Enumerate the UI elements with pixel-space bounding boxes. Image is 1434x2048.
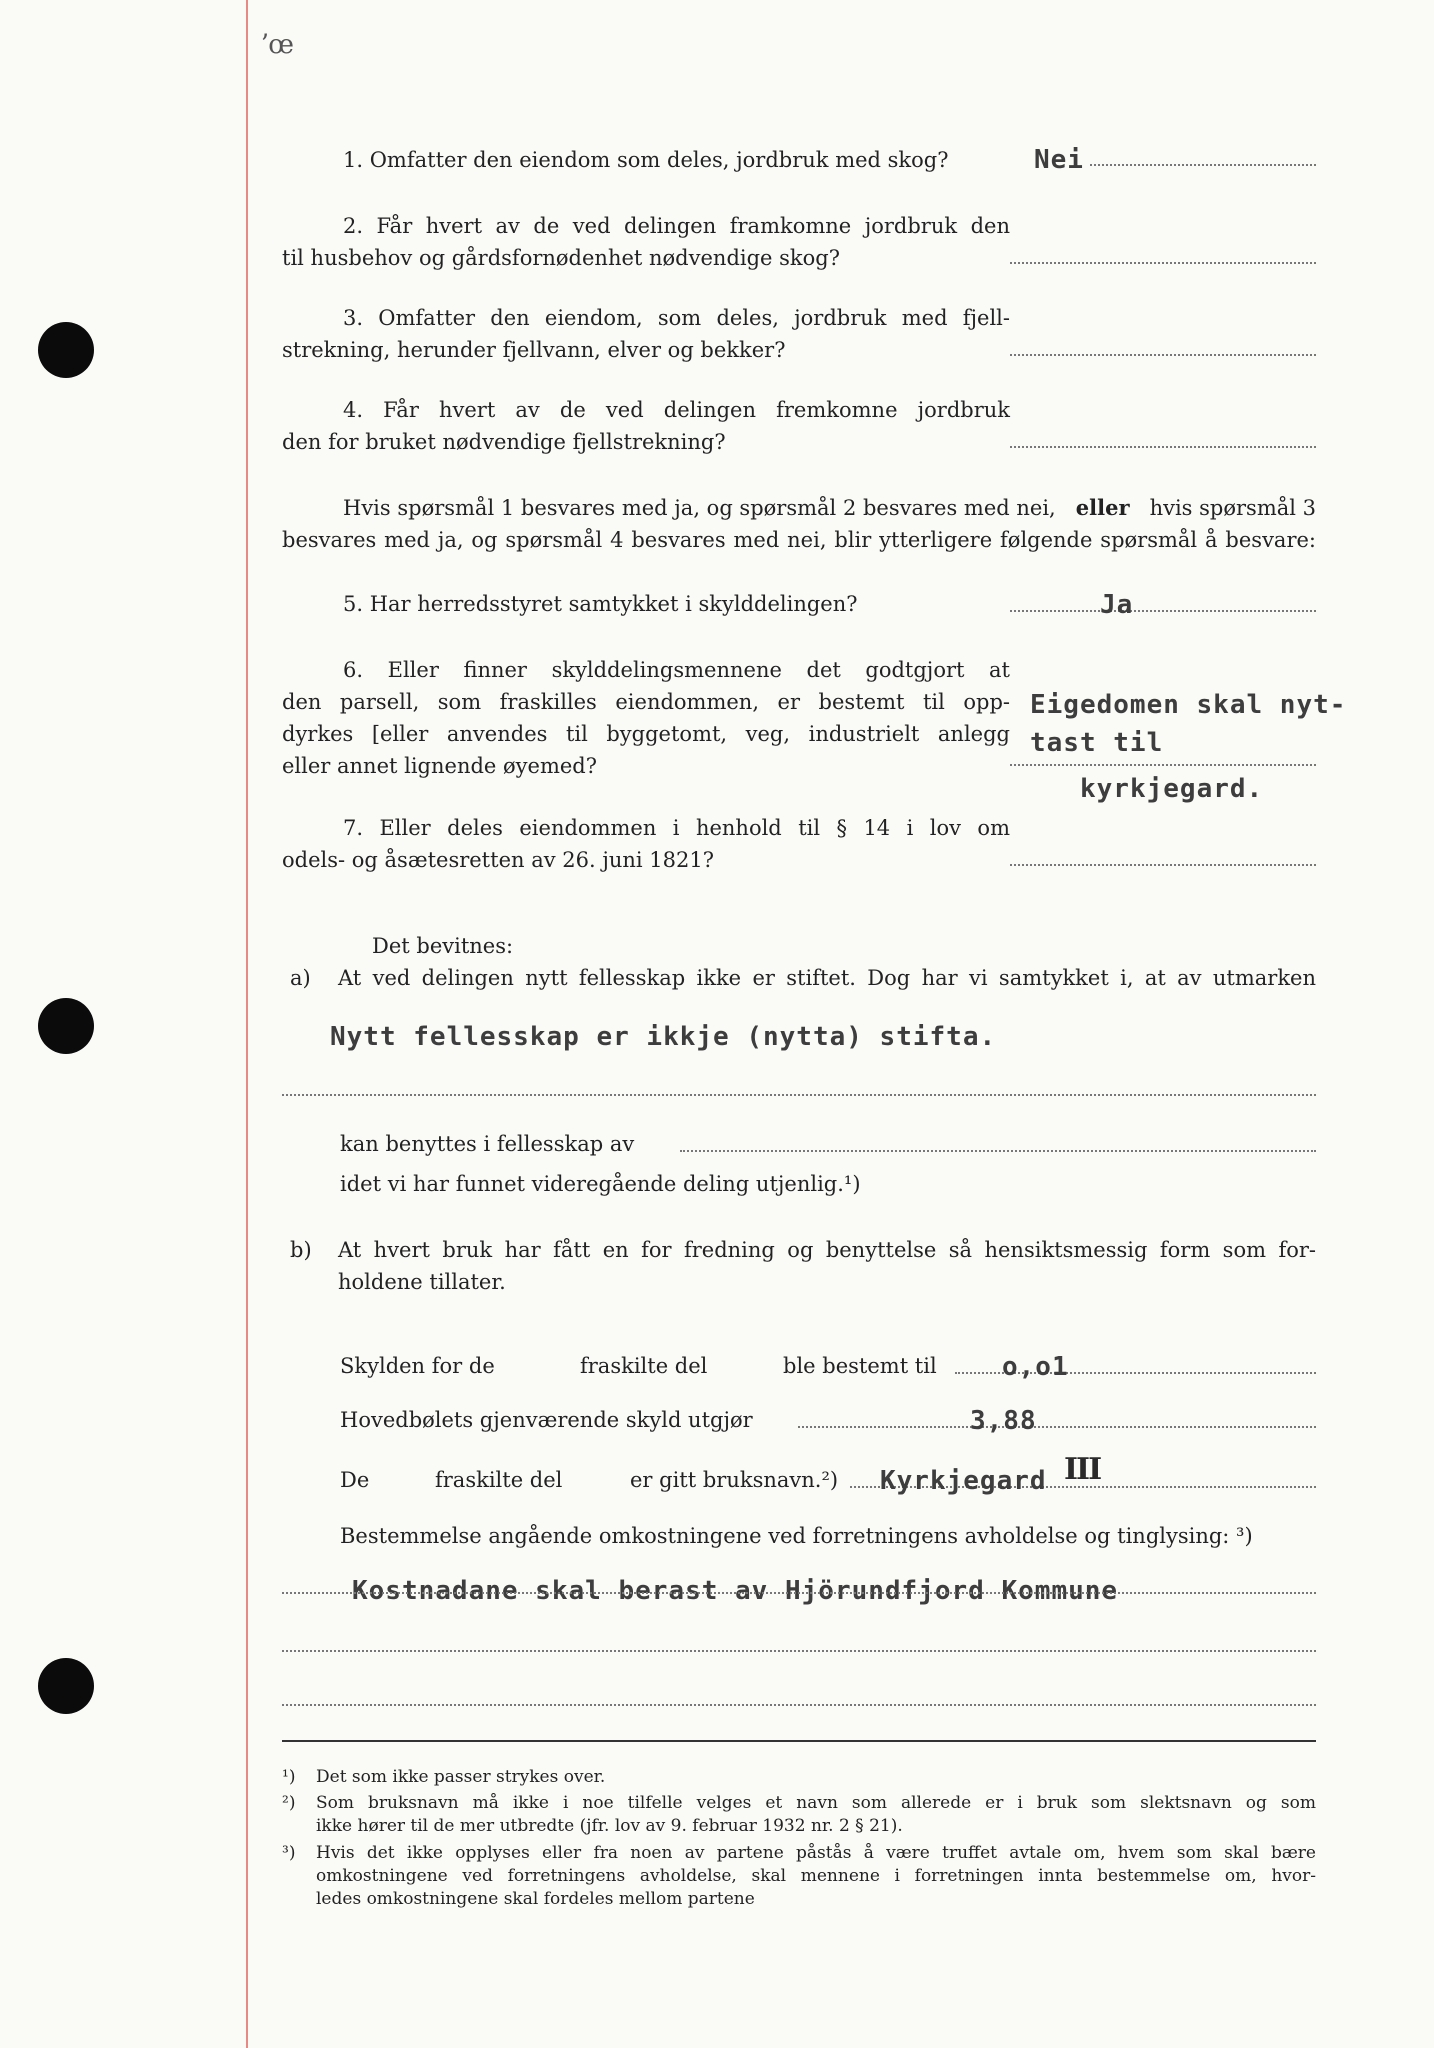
footnote-1 bbox=[282, 1766, 1316, 1790]
question-3-line2: strekning, herunder fjellvann, elver og bekker? bbox=[282, 338, 786, 362]
question-6-line3: dyrkes [eller anvendes til byggetomt, veg, industrielt anlegg bbox=[282, 722, 1010, 746]
answer-line bbox=[798, 1426, 1316, 1428]
skyld-row3-c: er gitt bruksnavn.²) bbox=[630, 1468, 839, 1492]
footnote-1-line1: Det som ikke passer strykes over. bbox=[316, 1767, 606, 1787]
answer-6-line1: Eigedomen skal nyt- bbox=[1030, 690, 1347, 720]
footnote-mark: ¹) bbox=[282, 1767, 296, 1787]
footnote-rule bbox=[282, 1740, 1316, 1742]
footnote-2 bbox=[282, 1792, 1316, 1840]
answer-6-line2: tast til bbox=[1030, 728, 1164, 758]
answer-line bbox=[1010, 446, 1316, 448]
question-6-line4: eller annet lignende øyemed? bbox=[282, 754, 597, 778]
question-5: 5. Har herredsstyret samtykket i skylddelingen? bbox=[343, 592, 858, 616]
question-4-line1: 4. Får hvert av de ved delingen fremkomne jordbruk bbox=[343, 398, 1010, 422]
answer-line bbox=[282, 1704, 1316, 1706]
punch-hole bbox=[38, 998, 94, 1054]
skyld-row3-handwriting: III bbox=[1064, 1452, 1101, 1487]
footnote-2-line1: Som bruksnavn må ikke i noe tilfelle velges et navn som allerede er i bruk som slektsnavn og som bbox=[316, 1793, 1316, 1813]
skyld-row2-label: Hovedbølets gjenværende skyld utgjør bbox=[340, 1408, 753, 1432]
footnote-3-line1: Hvis det ikke opplyses eller fra noen av partene påstås å være truffet avtale om, hvem som skal bære bbox=[316, 1843, 1316, 1863]
item-a-answer: Nytt fellesskap er ikkje (nytta) stifta. bbox=[330, 1022, 997, 1052]
footnote-mark: ³) bbox=[282, 1843, 296, 1863]
intro-line2: besvares med ja, og spørsmål 4 besvares med nei, blir ytterligere følgende spørsmål å besvare: bbox=[282, 528, 1316, 552]
question-3-line1: 3. Omfatter den eiendom, som deles, jordbruk med fjell- bbox=[343, 306, 1010, 330]
answer-line bbox=[282, 1094, 1316, 1096]
skyld-row3-b: fraskilte del bbox=[435, 1468, 563, 1492]
answer-line bbox=[282, 1650, 1316, 1652]
answer-1: Nei bbox=[1034, 145, 1084, 175]
item-b-line2: holdene tillater. bbox=[338, 1270, 506, 1294]
skyld-row1-a: Skylden for de bbox=[340, 1354, 495, 1378]
bevitnes-heading: Det bevitnes: bbox=[372, 934, 514, 958]
footnote-mark: ²) bbox=[282, 1793, 296, 1813]
answer-line bbox=[1090, 164, 1316, 166]
question-6-line2: den parsell, som fraskilles eiendommen, er bestemt til opp- bbox=[282, 690, 1010, 714]
answer-line bbox=[1010, 354, 1316, 356]
question-2-line2: til husbehov og gårdsfornødenhet nødvendige skog? bbox=[282, 246, 840, 270]
skyld-row4-label: Bestemmelse angående omkostningene ved forretningens avholdelse og tinglysing: ³) bbox=[340, 1524, 1253, 1548]
question-6-line1: 6. Eller finner skylddelingsmennene det godtgjort at bbox=[343, 658, 1010, 682]
page-mark: ʼœ bbox=[260, 30, 294, 60]
punch-hole bbox=[38, 1658, 94, 1714]
question-1: 1. Omfatter den eiendom som deles, jordbruk med skog? bbox=[343, 148, 949, 172]
item-b-label: b) bbox=[290, 1238, 312, 1262]
footnote-3-line2: omkostningene ved forretningens avholdelse, skal mennene i forretningen innta bestemmelse om, hvor- bbox=[316, 1866, 1316, 1886]
footnote-2-line2: ikke hører til de mer utbredte (jfr. lov av 9. februar 1932 nr. 2 § 21). bbox=[316, 1816, 903, 1836]
intro-text-a: Hvis spørsmål 1 besvares med ja, og spørsmål 2 besvares med nei, bbox=[343, 496, 1056, 520]
item-b-line1: At hvert bruk har fått en for fredning og benyttelse så hensiktsmessig form som for- bbox=[338, 1238, 1316, 1262]
punch-hole bbox=[38, 322, 94, 378]
answer-line bbox=[1010, 610, 1316, 612]
intro-text-bold: eller bbox=[1075, 495, 1130, 520]
skyld-row3-a: De bbox=[340, 1468, 370, 1492]
answer-6-line3: kyrkjegard. bbox=[1080, 774, 1264, 804]
skyld-row4-value: Kostnadane skal berast av Hjörundfjord Kommune bbox=[352, 1576, 1119, 1606]
intro-text-c: hvis spørsmål 3 bbox=[1149, 496, 1316, 520]
answer-5: Ja bbox=[1100, 590, 1134, 620]
question-4-line2: den for bruket nødvendige fjellstrekning? bbox=[282, 430, 726, 454]
skyld-row3-value: Kyrkjegard bbox=[880, 1466, 1047, 1496]
skyld-row1-c: ble bestemt til bbox=[783, 1354, 937, 1378]
skyld-row1-b: fraskilte del bbox=[580, 1354, 708, 1378]
question-7-line2: odels- og åsætesretten av 26. juni 1821? bbox=[282, 848, 714, 872]
margin-line bbox=[246, 0, 248, 2048]
intro-line1 bbox=[343, 492, 1316, 524]
answer-line bbox=[1010, 864, 1316, 866]
skyld-row1-value: o,o1 bbox=[1002, 1352, 1069, 1382]
item-a-text: At ved delingen nytt fellesskap ikke er stiftet. Dog har vi samtykket i, at av utmarken bbox=[338, 966, 1316, 990]
question-7-line1: 7. Eller deles eiendommen i henhold til § 14 i lov om bbox=[343, 816, 1010, 840]
answer-line bbox=[680, 1150, 1316, 1152]
item-a-label: a) bbox=[290, 966, 311, 990]
footnote-3 bbox=[282, 1842, 1316, 1914]
footnote-3-line3: ledes omkostningene skal fordeles mellom partene bbox=[316, 1889, 755, 1909]
question-2-line1: 2. Får hvert av de ved delingen framkomne jordbruk den bbox=[343, 214, 1010, 238]
idet-text: idet vi har funnet videregående deling utjenlig.¹) bbox=[340, 1172, 861, 1196]
answer-line bbox=[282, 1592, 1316, 1594]
answer-line bbox=[1010, 262, 1316, 264]
skyld-row2-value: 3,88 bbox=[970, 1406, 1037, 1436]
answer-line bbox=[1010, 764, 1316, 766]
kan-benyttes: kan benyttes i fellesskap av bbox=[340, 1132, 635, 1156]
